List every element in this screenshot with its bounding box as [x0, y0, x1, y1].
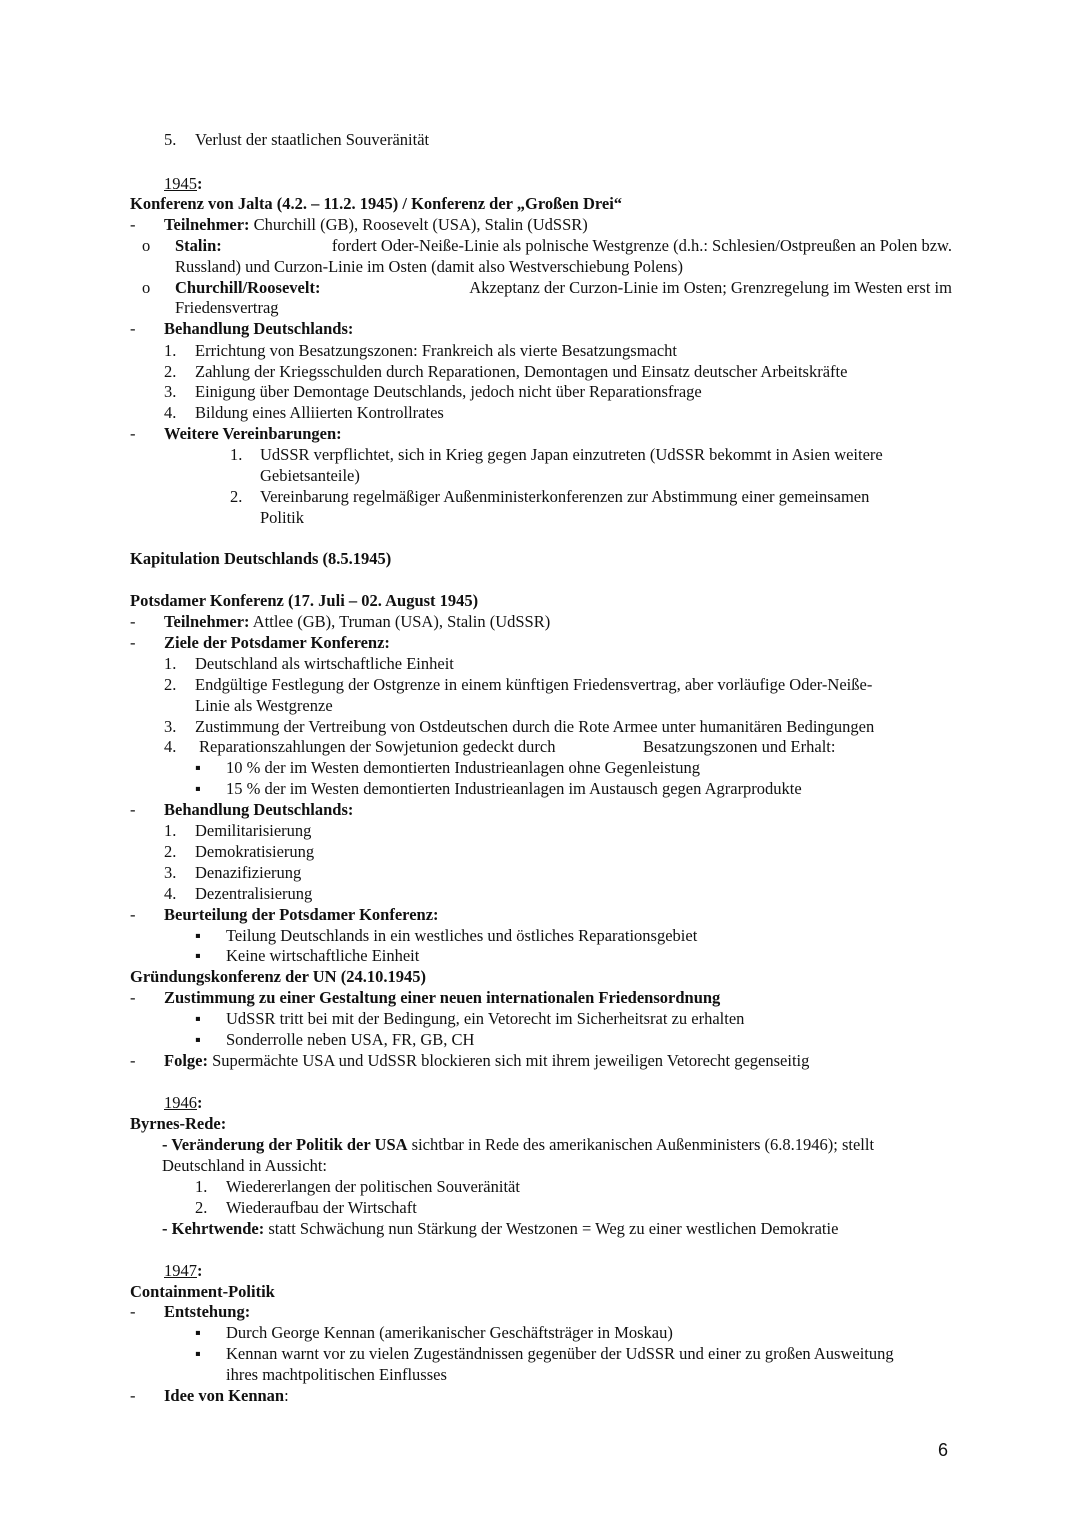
list-item: Einigung über Demontage Deutschlands, jedoch nicht über Reparationsfrage — [195, 382, 702, 401]
square-bullet: ▪ — [195, 926, 201, 945]
list-item-continuation: Deutschland in Aussicht: — [162, 1156, 327, 1175]
year-heading: 1946: — [164, 1093, 203, 1112]
square-bullet: ▪ — [195, 946, 201, 965]
list-item-continuation: Gebietsanteile) — [260, 466, 360, 485]
circle-bullet: o — [142, 236, 151, 255]
list-item: - Veränderung der Politik der USA sichtbar in Rede des amerikanischen Außenministers (6.8.1946); stellt — [162, 1135, 875, 1154]
list-item: Reparationszahlungen der Sowjetunion gedeckt durch — [199, 737, 556, 756]
list-number: 1. — [164, 341, 177, 360]
dash-bullet: - — [130, 215, 136, 234]
list-number: 5. — [164, 130, 177, 149]
list-item-continuation: ihres machtpolitischen Einflusses — [226, 1365, 447, 1384]
dash-bullet: - — [130, 1386, 136, 1405]
list-item: Bildung eines Alliierten Kontrollrates — [195, 403, 444, 422]
list-number: 4. — [164, 884, 177, 903]
subheading: Behandlung Deutschlands: — [164, 800, 354, 819]
square-bullet: ▪ — [195, 758, 201, 777]
list-item: Sonderrolle neben USA, FR, GB, CH — [226, 1030, 475, 1049]
list-number: 1. — [164, 654, 177, 673]
section-heading: Konferenz von Jalta (4.2. – 11.2. 1945) / Konferenz der „Großen Drei“ — [130, 194, 623, 213]
list-item: Vereinbarung regelmäßiger Außenministerkonferenzen zur Abstimmung einer gemeinsamen — [260, 487, 870, 506]
list-item: Teilnehmer: Churchill (GB), Roosevelt (USA), Stalin (UdSSR) — [164, 215, 588, 234]
square-bullet: ▪ — [195, 1030, 201, 1049]
list-item: Wiedererlangen der politischen Souveränität — [226, 1177, 520, 1196]
square-bullet: ▪ — [195, 1009, 201, 1028]
subheading: Behandlung Deutschlands: — [164, 319, 354, 338]
dash-bullet: - — [130, 633, 136, 652]
subheading: Idee von Kennan: — [164, 1386, 289, 1405]
list-item-continuation: Russland) und Curzon-Linie im Osten (damit also Westverschiebung Polens) — [175, 257, 683, 276]
list-item-continuation: Friedensvertrag — [175, 298, 279, 317]
list-item: Stalin: fordert Oder-Neiße-Linie als polnische Westgrenze (d.h.: Schlesien/Ostpreußen an Polen bzw. — [175, 236, 952, 255]
circle-bullet: o — [142, 278, 151, 297]
list-item-continuation: Linie als Westgrenze — [195, 696, 333, 715]
list-item: Deutschland als wirtschaftliche Einheit — [195, 654, 454, 673]
dash-bullet: - — [130, 424, 136, 443]
subheading: Weitere Vereinbarungen: — [164, 424, 342, 443]
square-bullet: ▪ — [195, 1344, 201, 1363]
list-item: Dezentralisierung — [195, 884, 313, 903]
list-number: 3. — [164, 863, 177, 882]
square-bullet: ▪ — [195, 1323, 201, 1342]
list-item-continuation: Politik — [260, 508, 305, 527]
list-number: 2. — [164, 842, 177, 861]
list-number: 4. — [164, 737, 177, 756]
list-item: Churchill/Roosevelt: Akzeptanz der Curzon-Linie im Osten; Grenzregelung im Westen erst im — [175, 278, 952, 297]
list-item: Demilitarisierung — [195, 821, 312, 840]
section-heading: Containment-Politik — [130, 1282, 275, 1301]
dash-bullet: - — [130, 1302, 136, 1321]
list-item: Folge: Supermächte USA und UdSSR blockieren sich mit ihrem jeweiligen Vetorecht gegenseitig — [164, 1051, 810, 1070]
section-heading: Gründungskonferenz der UN (24.10.1945) — [130, 967, 426, 986]
list-number: 2. — [195, 1198, 208, 1217]
list-item: Wiederaufbau der Wirtschaft — [226, 1198, 417, 1217]
list-number: 2. — [164, 362, 177, 381]
list-item: Demokratisierung — [195, 842, 315, 861]
list-item: - Kehrtwende: statt Schwächung nun Stärkung der Westzonen = Weg zu einer westlichen Demokratie — [162, 1219, 839, 1238]
page-number: 6 — [938, 1440, 949, 1460]
section-heading: Kapitulation Deutschlands (8.5.1945) — [130, 549, 392, 568]
dash-bullet: - — [130, 988, 136, 1007]
list-item: Teilung Deutschlands in ein westliches und östliches Reparationsgebiet — [226, 926, 698, 945]
dash-bullet: - — [130, 1051, 136, 1070]
dash-bullet: - — [130, 612, 136, 631]
dash-bullet: - — [130, 319, 136, 338]
section-heading: Potsdamer Konferenz (17. Juli – 02. August 1945) — [130, 591, 479, 610]
list-number: 2. — [164, 675, 177, 694]
list-number: 1. — [164, 821, 177, 840]
list-item: Errichtung von Besatzungszonen: Frankreich als vierte Besatzungsmacht — [195, 341, 678, 360]
list-item: Zahlung der Kriegsschulden durch Reparationen, Demontagen und Einsatz deutscher Arbeitskräfte — [195, 362, 848, 381]
list-item: Besatzungszonen und Erhalt: — [643, 737, 836, 756]
list-number: 3. — [164, 382, 177, 401]
list-item: Durch George Kennan (amerikanischer Geschäftsträger in Moskau) — [226, 1323, 673, 1342]
list-item: Keine wirtschaftliche Einheit — [226, 946, 420, 965]
section-heading: Byrnes-Rede: — [130, 1114, 227, 1133]
list-item: Kennan warnt vor zu vielen Zugeständnissen gegenüber der UdSSR und einer zu großen Ausweitung — [226, 1344, 894, 1363]
subheading: Entstehung: — [164, 1302, 251, 1321]
list-item: Endgültige Festlegung der Ostgrenze in einem künftigen Friedensvertrag, aber vorläufige Oder-Neiße- — [195, 675, 873, 694]
year-heading: 1947: — [164, 1261, 203, 1280]
list-item: 10 % der im Westen demontierten Industrieanlagen ohne Gegenleistung — [226, 758, 700, 777]
list-item: 15 % der im Westen demontierten Industrieanlagen im Austausch gegen Agrarprodukte — [226, 779, 802, 798]
subheading: Beurteilung der Potsdamer Konferenz: — [164, 905, 439, 924]
list-item: UdSSR tritt bei mit der Bedingung, ein Vetorecht im Sicherheitsrat zu erhalten — [226, 1009, 745, 1028]
list-number: 1. — [195, 1177, 208, 1196]
subheading: Ziele der Potsdamer Konferenz: — [164, 633, 390, 652]
list-item: Verlust der staatlichen Souveränität — [195, 130, 430, 149]
list-item: Denazifizierung — [195, 863, 302, 882]
year-heading: 1945: — [164, 174, 203, 193]
subheading: Zustimmung zu einer Gestaltung einer neuen internationalen Friedensordnung — [164, 988, 721, 1007]
square-bullet: ▪ — [195, 779, 201, 798]
list-number: 4. — [164, 403, 177, 422]
list-item: UdSSR verpflichtet, sich in Krieg gegen Japan einzutreten (UdSSR bekommt in Asien weitere — [260, 445, 883, 464]
list-number: 2. — [230, 487, 243, 506]
list-number: 3. — [164, 717, 177, 736]
list-item: Zustimmung der Vertreibung von Ostdeutschen durch die Rote Armee unter humanitären Bedingungen — [195, 717, 875, 736]
dash-bullet: - — [130, 800, 136, 819]
dash-bullet: - — [130, 905, 136, 924]
list-number: 1. — [230, 445, 243, 464]
list-item: Teilnehmer: Attlee (GB), Truman (USA), Stalin (UdSSR) — [164, 612, 551, 631]
